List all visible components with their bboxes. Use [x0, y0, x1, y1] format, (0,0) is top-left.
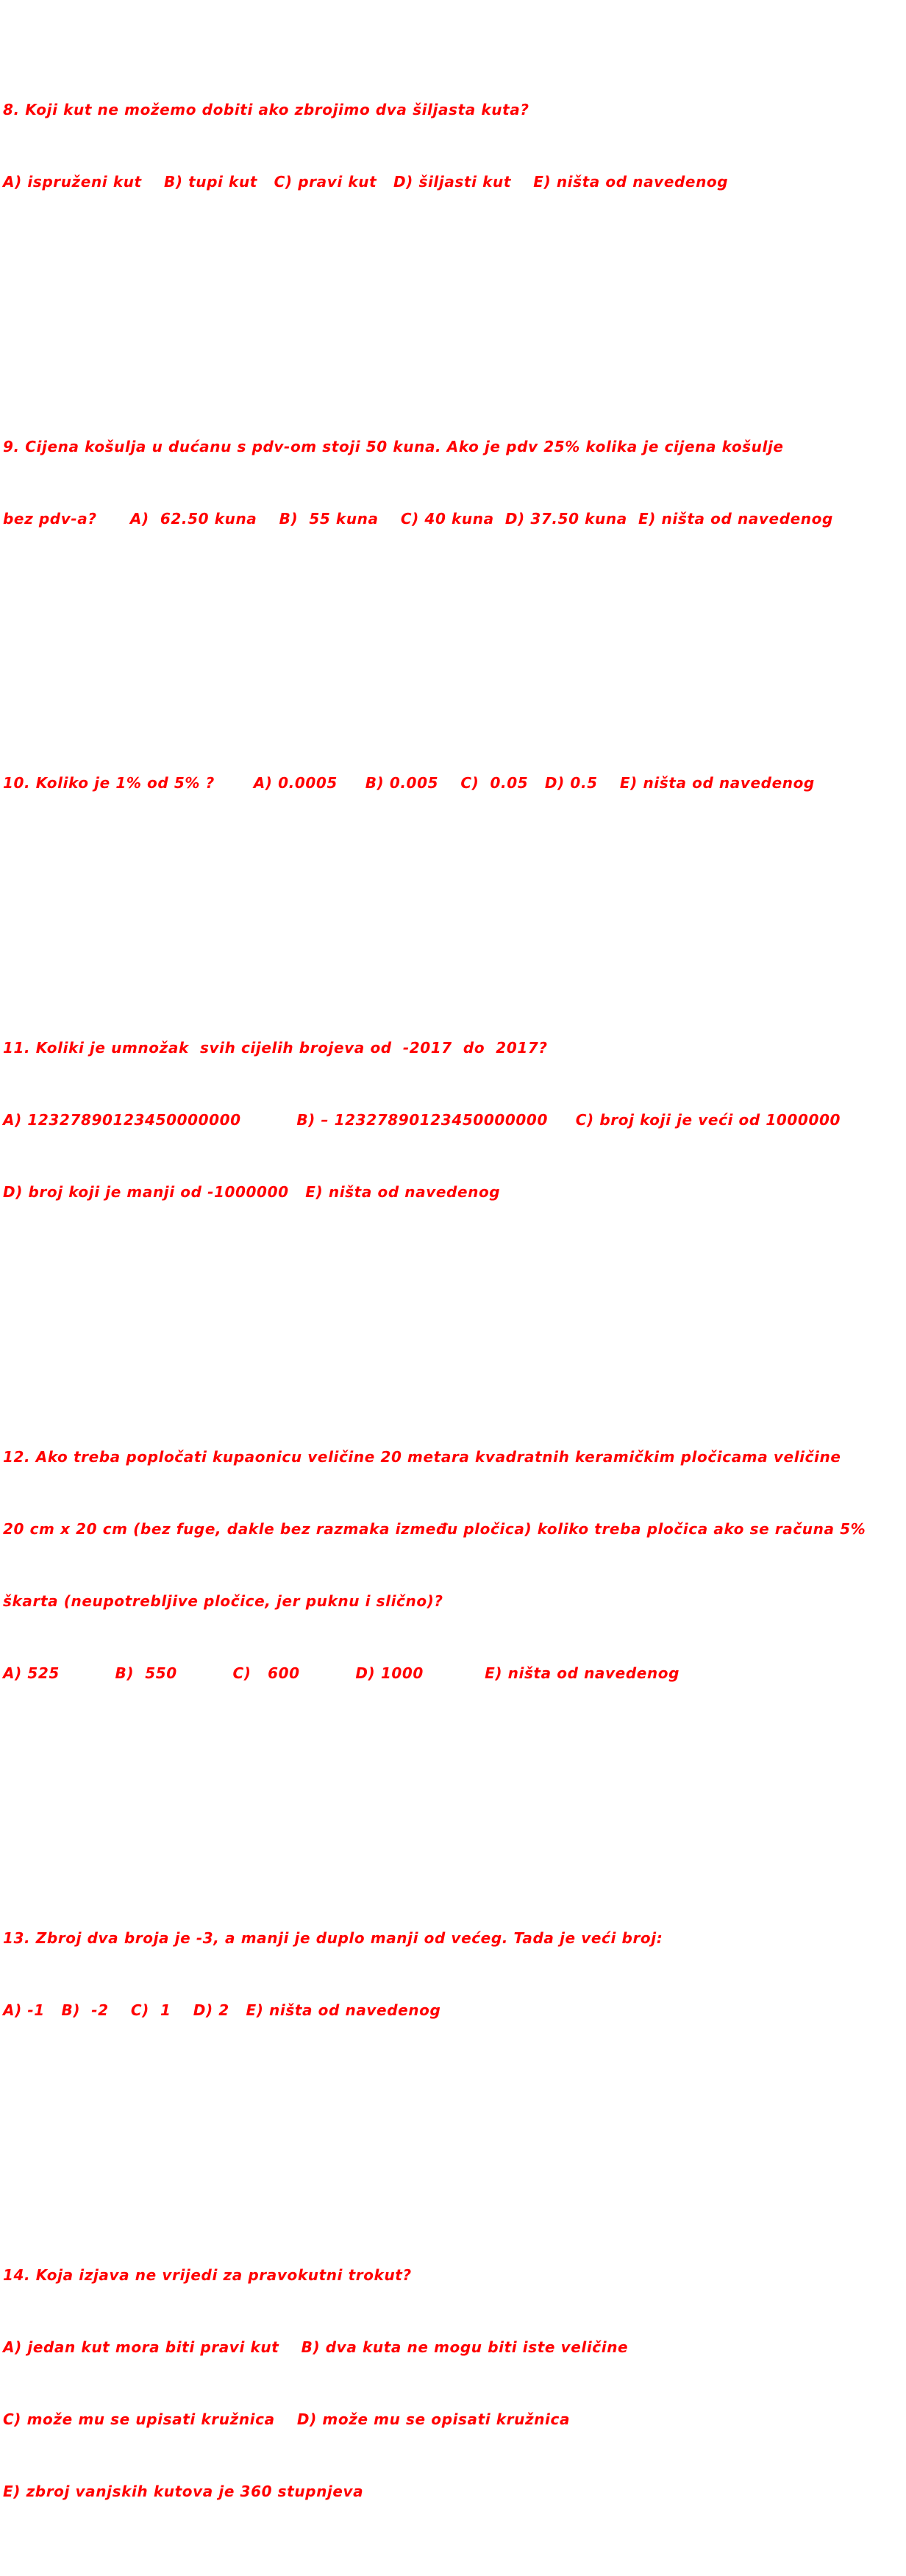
question-text: 14. Koja izjava ne vrijedi za pravokutni trokut?: [3, 2265, 412, 2284]
question-12: [3, 1397, 905, 1734]
question-text: škarta (neupotrebljive pločice, jer puknu i slično)?: [3, 1592, 443, 1611]
answer-options: A) -1 B) -2 C) 1 D) 2 E) ništa od navedenog: [3, 2001, 441, 2020]
question-text: 10. Koliko je 1% od 5% ? A) 0.0005 B) 0.005 C) 0.05 D) 0.5 E) ništa od navedenog: [3, 774, 815, 792]
answer-options: A) 12327890123450000000 B) – 12327890123450000000 C) broj koji je veći od 1000000: [3, 1111, 841, 1129]
answer-options: A) 525 B) 550 C) 600 D) 1000 E) ništa od navedenog: [3, 1664, 680, 1683]
question-13: [3, 1878, 905, 2071]
question-text: 9. Cijena košulja u dućanu s pdv-om stoji 50 kuna. Ako je pdv 25% kolika je cijena košulje: [3, 437, 784, 455]
blank-line: [3, 627, 905, 651]
blank-line: [3, 1301, 905, 1325]
answer-options: D) broj koji je manji od -1000000 E) ništa od navedenog: [3, 1183, 501, 1202]
question-text: 12. Ako treba popločati kupaonicu veličine 20 metara kvadratnih keramičkim pločicama veličine: [3, 1448, 841, 1466]
blank-line: [3, 1782, 905, 1806]
question-8: [3, 49, 905, 242]
blank-line: [3, 892, 905, 916]
question-14: [3, 2215, 905, 2552]
question-9: [3, 386, 905, 579]
answer-options: E) zbroj vanjskih kutova je 360 stupnjeva: [3, 2483, 364, 2501]
question-10: [3, 723, 905, 844]
question-11: [3, 988, 905, 1253]
quiz-document: [3, 1, 905, 2576]
answer-options: bez pdv-a? A) 62.50 kuna B) 55 kuna C) 40 kuna D) 37.50 kuna E) ništa od navedenog: [3, 509, 833, 528]
question-text: 20 cm x 20 cm (bez fuge, dakle bez razmaka između pločica) koliko treba pločica ako se računa 5%: [3, 1520, 866, 1539]
blank-line: [3, 290, 905, 314]
answer-options: A) jedan kut mora biti pravi kut B) dva kuta ne mogu biti iste veličine: [3, 2338, 629, 2356]
answer-options: A) ispruženi kut B) tupi kut C) pravi kut D) šiljasti kut E) ništa od navedenog: [3, 172, 729, 191]
blank-line: [3, 2119, 905, 2143]
question-text: 11. Koliki je umnožak svih cijelih brojeva od -2017 do 2017?: [3, 1039, 548, 1057]
answer-options: C) može mu se upisati kružnica D) može mu se opisati kružnica: [3, 2410, 571, 2428]
question-text: 13. Zbroj dva broja je -3, a manji je duplo manji od većeg. Tada je veći broj:: [3, 1929, 663, 1947]
question-text: 8. Koji kut ne možemo dobiti ako zbrojimo dva šiljasta kuta?: [3, 100, 529, 118]
